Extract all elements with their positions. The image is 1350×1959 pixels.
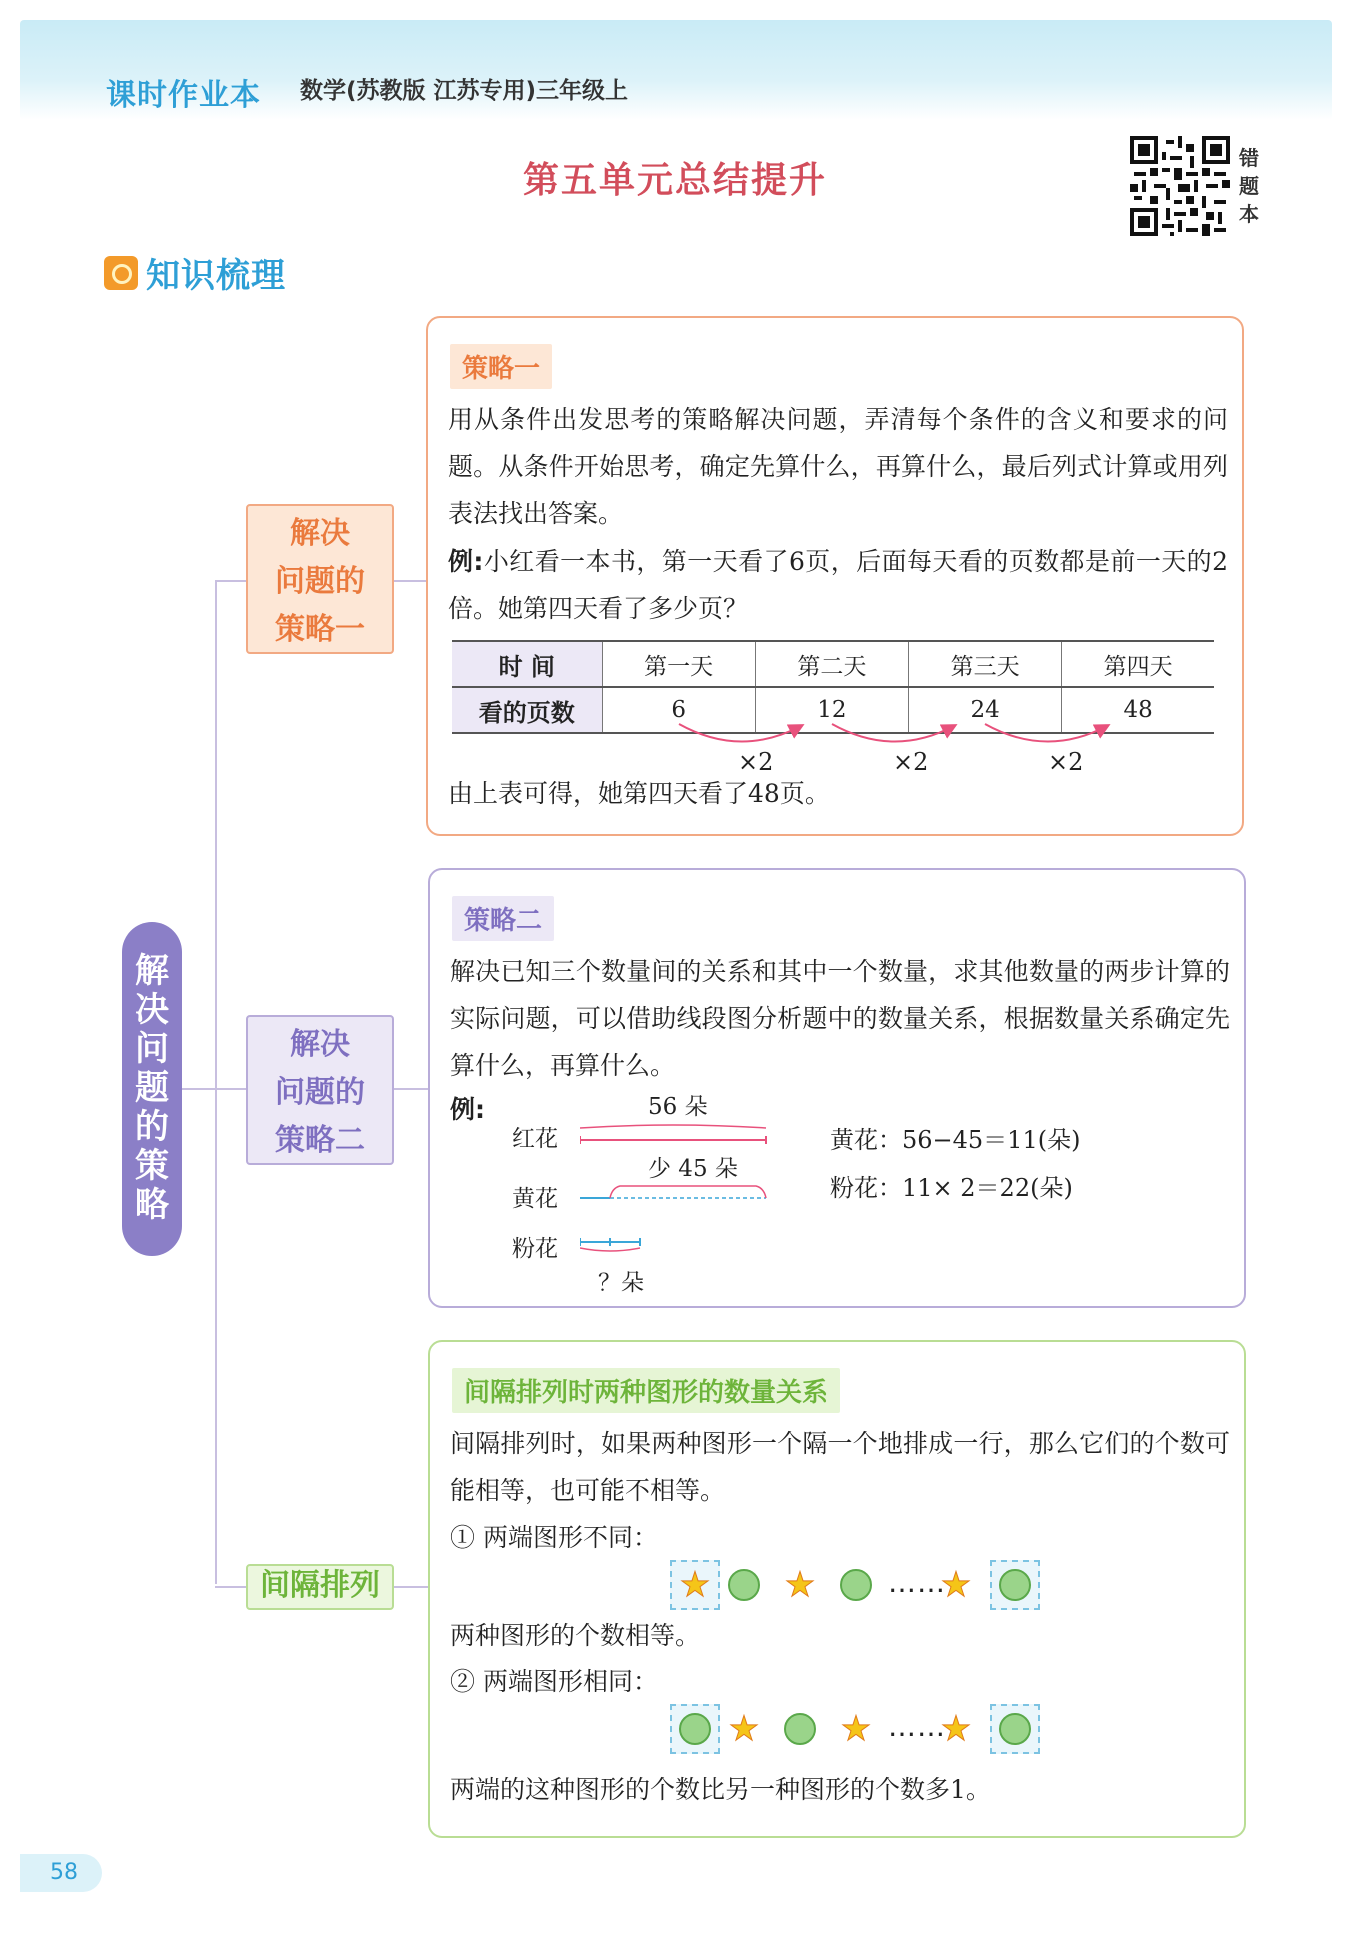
- star-icon: ★: [784, 1565, 816, 1605]
- pink-calculation: 粉花：11× 2＝22(朵): [830, 1174, 1073, 1202]
- table-cell: 第四天: [1062, 641, 1214, 687]
- branch-strategy-two: [246, 1015, 394, 1165]
- strategy-one-example: [448, 538, 1228, 632]
- shape-row-different-ends: [670, 1560, 1000, 1610]
- root-node: [122, 922, 182, 1256]
- box-connector: [394, 1088, 428, 1090]
- multiply-arrows: [452, 718, 1214, 778]
- star-icon: ★: [940, 1565, 972, 1605]
- table-row-header: 看的页数: [452, 687, 602, 733]
- branch-line: 解决: [290, 516, 350, 551]
- multiplier-label: ×2: [1048, 748, 1084, 776]
- case-one-result: 两种图形的个数相等。: [450, 1621, 701, 1650]
- section-icon: [104, 256, 138, 290]
- subject-line: 数学(苏教版 江苏专用)三年级上: [300, 78, 629, 104]
- strategy-one-description: 用从条件出发思考的策略解决问题，弄清每个条件的含义和要求的问题。从条件开始思考，确定先算什么，再算什么，最后列式计算或用列表法找出答案。: [448, 405, 1228, 528]
- section-title: 知识梳理: [146, 256, 286, 296]
- wrong-question-book-label: [1237, 144, 1261, 228]
- branch-line: 解决: [290, 1027, 350, 1062]
- circle-icon: [726, 1567, 762, 1603]
- strategy-two-description: 解决已知三个数量间的关系和其中一个数量，求其他数量的两步计算的实际问题，可以借助线段图分析题中的数量关系，根据数量关系确定先算什么，再算什么。: [450, 957, 1230, 1080]
- ellipsis: ……: [888, 1566, 946, 1599]
- multiplier-label: ×2: [893, 748, 929, 776]
- branch-line: 策略一: [275, 612, 365, 647]
- branch-line: 策略二: [275, 1123, 365, 1158]
- strategy-two-box: [428, 868, 1246, 1308]
- table-cell: 第一天: [602, 641, 755, 687]
- table-cell: 第三天: [909, 641, 1062, 687]
- root-node-text: 解决问题的策略: [135, 951, 169, 1225]
- page-number: 58: [50, 1860, 78, 1885]
- brand-title: 课时作业本: [106, 78, 261, 113]
- page-number-tab: [20, 1854, 102, 1892]
- qr-label-char: 错: [1239, 146, 1259, 170]
- ellipsis: ……: [888, 1710, 946, 1743]
- interval-tag: 间隔排列时两种图形的数量关系: [452, 1368, 840, 1413]
- strategy-one-conclusion: 由上表可得，她第四天看了48页。: [448, 779, 830, 808]
- page-title: 第五单元总结提升: [522, 160, 827, 201]
- table-cell: 12: [755, 687, 908, 733]
- less-label: 少 45 朵: [648, 1156, 738, 1182]
- table-cell: 24: [909, 687, 1062, 733]
- branch-line: 问题的: [275, 1075, 365, 1110]
- box-connector: [394, 1586, 428, 1588]
- circle-icon: [782, 1711, 818, 1747]
- strategy-two-example-lead: 例:: [450, 1095, 485, 1124]
- framed-circle-icon: [990, 1560, 1040, 1610]
- root-connector: [182, 1088, 246, 1090]
- framed-circle-icon: [670, 1704, 720, 1754]
- branch-line: 问题的: [275, 564, 365, 599]
- branch-connector: [215, 1586, 246, 1588]
- framed-circle-icon: [990, 1704, 1040, 1754]
- star-icon: ★: [728, 1709, 760, 1749]
- framed-star-icon: ★: [670, 1560, 720, 1610]
- case-one-label: ① 两端图形不同：: [450, 1523, 658, 1552]
- branch-strategy-one: [246, 504, 394, 654]
- interval-description: 间隔排列时，如果两种图形一个隔一个地排成一行，那么它们的个数可能相等，也可能不相等。: [450, 1429, 1230, 1505]
- line-segment-diagram: [580, 1118, 770, 1258]
- circle-icon: [838, 1567, 874, 1603]
- case-two-label: ② 两端图形相同：: [450, 1667, 658, 1696]
- case-two-result: 两端的这种图形的个数比另一种图形的个数多1。: [450, 1775, 991, 1804]
- yellow-flower-label: 黄花: [512, 1186, 558, 1212]
- multiplier-label: ×2: [738, 748, 774, 776]
- red-total-label: 56 朵: [648, 1094, 708, 1120]
- star-icon: ★: [940, 1709, 972, 1749]
- box-connector: [394, 580, 426, 582]
- example-lead: 例:: [448, 547, 484, 576]
- strategy-two-tag: 策略二: [452, 896, 554, 941]
- table-row-header: 时 间: [452, 641, 602, 687]
- qr-label-char: 题: [1239, 174, 1259, 198]
- yellow-calculation: 黄花：56−45＝11(朵): [830, 1126, 1081, 1154]
- qr-label-char: 本: [1239, 202, 1259, 226]
- table-cell: 第二天: [755, 641, 908, 687]
- shape-row-same-ends: [670, 1704, 1000, 1754]
- interval-box: [428, 1340, 1246, 1838]
- star-icon: ★: [840, 1709, 872, 1749]
- branch-interval-arrangement: 间隔排列: [246, 1564, 394, 1610]
- red-flower-label: 红花: [512, 1126, 558, 1152]
- example-text: 小红看一本书，第一天看了6页，后面每天看的页数都是前一天的2倍。她第四天看了多少页？: [448, 547, 1228, 623]
- mindmap-trunk-line: [215, 580, 217, 1584]
- branch-connector: [215, 580, 246, 582]
- strategy-one-box: [426, 316, 1244, 836]
- table-row: [452, 641, 1214, 687]
- section-heading: [104, 248, 286, 297]
- strategy-one-tag: 策略一: [450, 344, 552, 389]
- unknown-label: ？朵: [598, 1270, 644, 1296]
- qr-code[interactable]: [1130, 136, 1230, 236]
- table-cell: 6: [602, 687, 755, 733]
- pink-flower-label: 粉花: [512, 1236, 558, 1262]
- table-cell: 48: [1062, 687, 1214, 733]
